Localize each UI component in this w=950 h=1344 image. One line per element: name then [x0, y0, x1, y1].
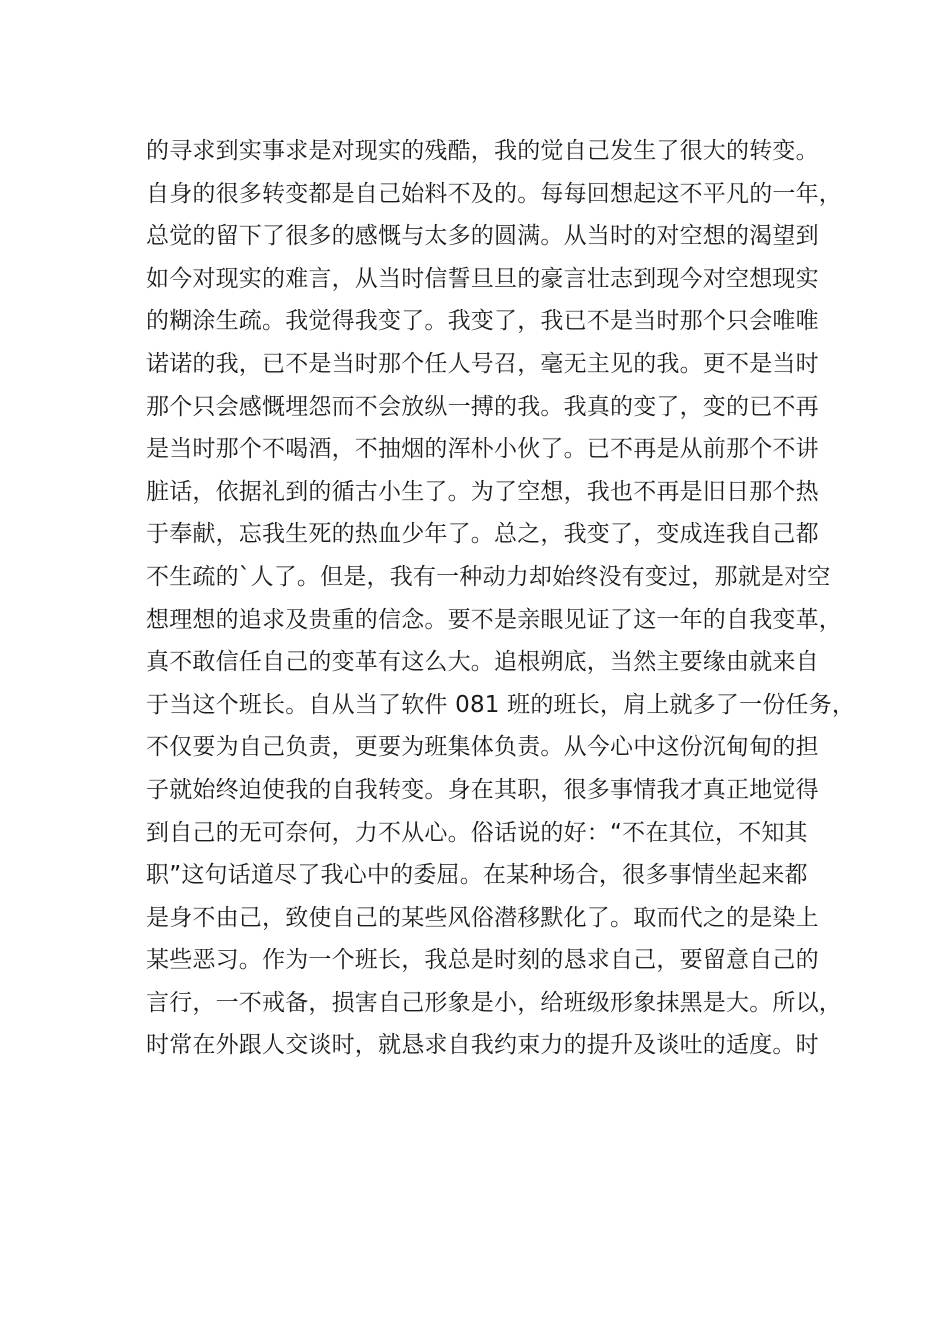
text-line: 脏话，依据礼到的循古小生了。为了空想，我也不再是旧日那个热 [146, 478, 819, 505]
text-line: 某些恶习。作为一个班长，我总是时刻的恳求自己，要留意自己的 [146, 947, 819, 974]
text-line: 是身不由己，致使自己的某些风俗潜移默化了。取而代之的是染上 [146, 904, 819, 931]
text-line: 于当这个班长。自从当了软件 081 班的班长，肩上就多了一份任务， [146, 691, 856, 718]
text-line: 想理想的追求及贵重的信念。要不是亲眼见证了这一年的自我变革， [146, 606, 842, 633]
text-line: 子就始终迫使我的自我转变。身在其职，很多事情我才真正地觉得 [146, 776, 819, 803]
text-line: 那个只会感慨埋怨而不会放纵一搏的我。我真的变了，变的已不再 [146, 393, 819, 420]
text-line: 不仅要为自己负责，更要为班集体负责。从今心中这份沉甸甸的担 [146, 734, 819, 761]
text-line: 到自己的无可奈何，力不从心。俗话说的好：“不在其位，不知其 [146, 819, 808, 846]
text-line: 自身的很多转变都是自己始料不及的。每每回想起这不平凡的一年， [146, 180, 842, 207]
text-line: 于奉献，忘我生死的热血少年了。总之，我变了，变成连我自己都 [146, 521, 819, 548]
text-line: 的寻求到实事求是对现实的残酷，我的觉自己发生了很大的转变。 [146, 138, 819, 164]
text-line: 是当时那个不喝酒，不抽烟的浑朴小伙了。已不再是从前那个不讲 [146, 436, 819, 463]
text-line: 诺诺的我，已不是当时那个任人号召，毫无主见的我。更不是当时 [146, 350, 819, 377]
body-text [146, 130, 856, 1067]
text-line: 不生疏的`人了。但是，我有一种动力却始终没有变过，那就是对空 [146, 563, 831, 590]
text-line: 的糊涂生疏。我觉得我变了。我变了，我已不是当时那个只会唯唯 [146, 308, 819, 335]
text-line: 总觉的留下了很多的感慨与太多的圆满。从当时的对空想的渴望到 [146, 223, 819, 250]
text-line: 职”这句话道尽了我心中的委屈。在某种场合，很多事情坐起来都 [146, 862, 808, 889]
text-line: 时常在外跟人交谈时，就恳求自我约束力的提升及谈吐的适度。时 [146, 1032, 819, 1059]
text-line: 真不敢信任自己的变革有这么大。追根朔底，当然主要缘由就来自 [146, 649, 819, 676]
text-line: 言行，一不戒备，损害自己形象是小，给班级形象抹黑是大。所以， [146, 989, 842, 1016]
text-line: 如今对现实的难言，从当时信誓旦旦的豪言壮志到现今对空想现实 [146, 265, 819, 292]
